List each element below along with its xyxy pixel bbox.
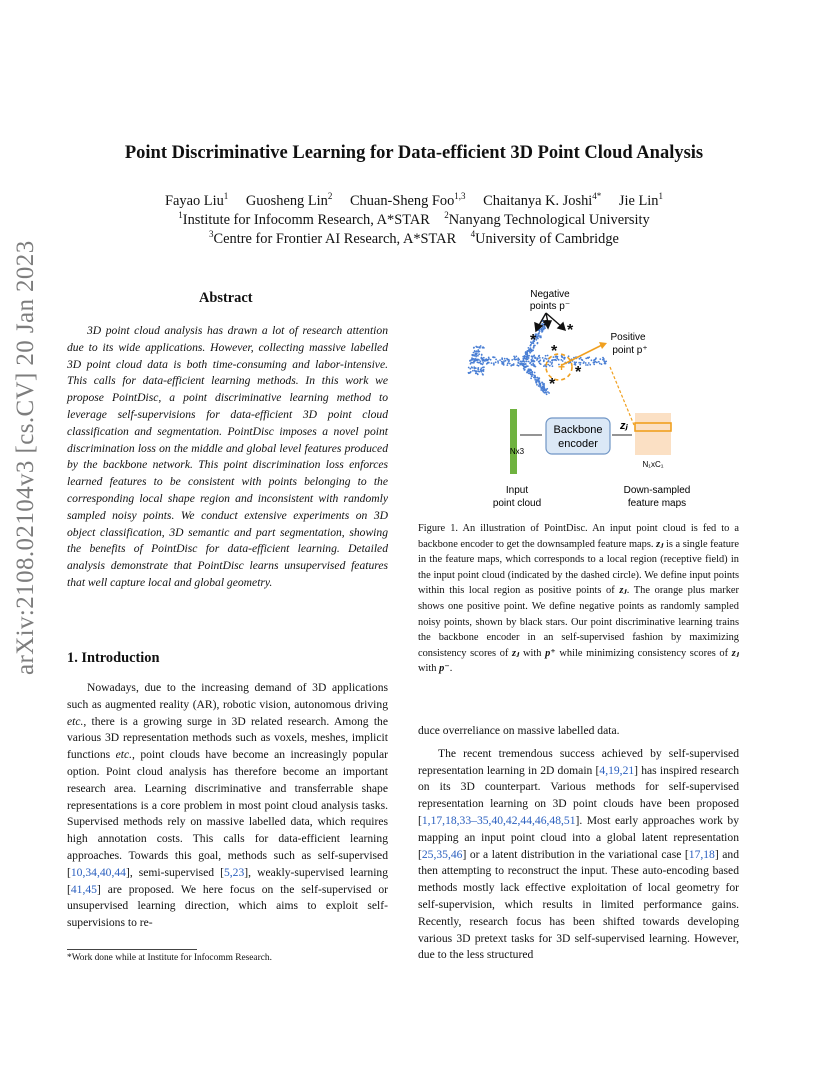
cloud-point — [469, 360, 471, 362]
cloud-point — [477, 361, 479, 363]
cloud-point — [508, 359, 510, 361]
cloud-point — [503, 362, 505, 364]
cloud-point — [529, 369, 531, 371]
cloud-point — [537, 377, 539, 379]
cloud-point — [510, 365, 512, 367]
negative-label: Negative — [530, 289, 570, 300]
cloud-point — [474, 350, 476, 352]
cloud-point — [526, 355, 528, 357]
cloud-point — [497, 360, 499, 362]
footnote: *Work done while at Institute for Infocomm Research. — [67, 953, 272, 963]
author: Guosheng Lin$^2$ — [245, 191, 333, 209]
cloud-point — [478, 351, 480, 353]
cloud-point — [531, 375, 533, 377]
cloud-point — [540, 363, 542, 365]
cloud-point — [522, 361, 524, 363]
cloud-point — [552, 365, 554, 367]
negative-points-label: points p⁻ — [529, 301, 571, 312]
negative-star: * — [543, 318, 550, 335]
cloud-point — [493, 356, 495, 358]
cloud-point — [534, 360, 536, 362]
cloud-point — [524, 363, 526, 365]
cloud-point — [601, 363, 603, 365]
figure-1 — [462, 283, 712, 513]
cloud-point — [587, 357, 589, 359]
cloud-point — [516, 359, 518, 361]
cloud-point — [549, 361, 551, 363]
cloud-point — [508, 361, 510, 363]
cloud-point — [526, 357, 528, 359]
cloud-point — [583, 362, 585, 364]
cloud-point — [528, 355, 530, 357]
cloud-point — [481, 354, 483, 356]
cloud-point — [526, 351, 528, 353]
cloud-point — [476, 370, 478, 372]
cloud-point — [542, 357, 544, 359]
cloud-point — [531, 356, 533, 358]
cloud-point — [468, 367, 470, 369]
cloud-point — [605, 363, 607, 365]
cloud-point — [549, 365, 551, 367]
negative-star: * — [567, 322, 574, 339]
cloud-point — [529, 352, 531, 354]
cloud-point — [524, 369, 526, 371]
cloud-point — [544, 358, 546, 360]
n1c1-label: N₁xC₁ — [642, 460, 664, 469]
right-column-text — [418, 723, 739, 964]
cloud-point — [475, 356, 477, 358]
cloud-point — [479, 362, 481, 364]
cloud-point — [473, 362, 475, 364]
cloud-point — [526, 361, 528, 363]
cloud-point — [533, 355, 535, 357]
cloud-point — [524, 355, 526, 357]
negative-star: * — [551, 343, 558, 360]
cloud-point — [529, 362, 531, 364]
affiliation-line: $^1$Institute for Infocomm Research, A*STAR $^2$Nanyang Technological University — [178, 210, 650, 228]
cloud-point — [509, 363, 511, 365]
cloud-point — [479, 346, 481, 348]
cloud-point — [524, 366, 526, 368]
cloud-point — [547, 355, 549, 357]
cloud-point — [490, 359, 492, 361]
cloud-point — [537, 358, 539, 360]
cloud-point — [538, 333, 540, 335]
cloud-point — [482, 362, 484, 364]
downsampled-label: Down-sampled — [623, 485, 691, 496]
cloud-point — [530, 370, 532, 372]
negative-star: * — [575, 364, 582, 381]
cloud-point — [480, 367, 482, 369]
cloud-point — [539, 361, 541, 363]
cloud-point — [539, 336, 541, 338]
cloud-point — [531, 371, 533, 373]
cloud-point — [474, 367, 476, 369]
citation-link[interactable]: 4,19,21 — [599, 763, 635, 777]
plus-marker: + — [558, 360, 566, 374]
cloud-point — [497, 362, 499, 364]
cloud-point — [534, 364, 536, 366]
cloud-point — [528, 349, 530, 351]
cloud-point — [536, 384, 538, 386]
cloud-point — [473, 352, 475, 354]
cloud-point — [545, 366, 547, 368]
citation-link[interactable]: 10,34,40,44 — [70, 865, 126, 879]
cloud-point — [539, 380, 541, 382]
cloud-point — [499, 359, 501, 361]
cloud-point — [533, 377, 535, 379]
cloud-point — [551, 360, 553, 362]
cloud-point — [605, 361, 607, 363]
cloud-point — [471, 367, 473, 369]
cloud-point — [503, 364, 505, 366]
cloud-point — [488, 362, 490, 364]
cloud-point — [476, 372, 478, 374]
affiliation-line: $^3$Centre for Frontier AI Research, A*STAR $^4$University of Cambridge — [209, 229, 619, 247]
cloud-point — [602, 359, 604, 361]
cloud-point — [534, 379, 536, 381]
cloud-point — [513, 364, 515, 366]
cloud-point — [581, 359, 583, 361]
cloud-point — [539, 357, 541, 359]
cloud-point — [541, 387, 543, 389]
cloud-point — [478, 353, 480, 355]
cloud-point — [591, 359, 593, 361]
cloud-point — [474, 360, 476, 362]
cloud-point — [477, 355, 479, 357]
cloud-point — [596, 362, 598, 364]
cloud-point — [477, 349, 479, 351]
footnote-rule — [67, 949, 197, 950]
cloud-point — [476, 346, 478, 348]
cloud-point — [528, 371, 530, 373]
cloud-point — [536, 335, 538, 337]
cloud-point — [540, 383, 542, 385]
cloud-point — [531, 361, 533, 363]
cloud-point — [595, 357, 597, 359]
negative-arrows — [535, 313, 565, 331]
cloud-point — [602, 357, 604, 359]
cloud-point — [545, 390, 547, 392]
cloud-point — [481, 369, 483, 371]
cloud-point — [537, 338, 539, 340]
author: Fayao Liu$^1$ — [165, 191, 229, 209]
input-bar — [510, 409, 517, 474]
cloud-point — [538, 355, 540, 357]
cloud-point — [473, 347, 475, 349]
cloud-point — [543, 388, 545, 390]
cloud-point — [471, 357, 473, 359]
author-names — [0, 192, 828, 211]
cloud-point — [488, 357, 490, 359]
cloud-point — [472, 370, 474, 372]
cloud-point — [472, 355, 474, 357]
citation-link[interactable]: 17,18 — [688, 847, 715, 861]
cloud-point — [469, 372, 471, 374]
cloud-point — [587, 364, 589, 366]
figure-caption: Figure 1. An illustration of PointDisc. An input point cloud is fed to a backbone encoder to get the downsampled feature maps. zⱼ is a single feature in the feature maps, which corresponds to a local region (receptive field) in the input point cloud (indicated by the dashed circle). We define input points within this local region as positive points of zⱼ. The orange plus marker shows one positive point. We define negative points as randomly sampled noisy points, shown by black stars. Our point discriminative learning trains the backbone encoder in an self-supervised fashion by maximizing consistency scores of zⱼ with p⁺ while minimizing consistency scores of zⱼ with p⁻. — [418, 523, 740, 675]
cloud-point — [518, 365, 520, 367]
citation-link[interactable]: 5,23 — [223, 865, 245, 879]
positive-label: Positive — [610, 332, 646, 343]
cloud-point — [593, 361, 595, 363]
cloud-point — [506, 364, 508, 366]
cloud-point — [531, 359, 533, 361]
backbone-label: Backbone — [553, 424, 603, 436]
citation-link[interactable]: 1,17,18,33–35,40,42,44,46,48,51 — [421, 813, 576, 827]
cloud-point — [475, 353, 477, 355]
cloud-point — [482, 373, 484, 375]
author-block — [0, 192, 828, 249]
cloud-point — [483, 359, 485, 361]
cloud-point — [501, 357, 503, 359]
author: Jie Lin$^1$ — [618, 191, 663, 209]
cloud-point — [470, 363, 472, 365]
abstract-heading: Abstract — [199, 290, 253, 306]
cloud-point — [481, 357, 483, 359]
intro-paragraph: Nowadays, due to the increasing demand of 3D applications such as augmented reality (AR), robotic vision, autonomous driving etc., there is a growing surge in 3D related research. Among the various 3D representation methods such as voxels, meshes, implicit functions etc., point clouds have become an increasingly popular option. Point cloud analysis has therefore become an important research area. Learning discriminative and transferrable shape representations is a core problem in most point cloud analysis tasks. Supervised methods rely on massive labelled data, which requires high annotation costs. This calls for data-efficient learning approaches. Towards this goal, methods such as self-supervised [10,34,40,44], semi-supervised [5,23], weakly-supervised learning [41,45] are proposed. We here focus on the self-supervised or unsupervised learning direction, which aims to exploit self-supervisions to re- — [67, 681, 389, 930]
cloud-point — [520, 364, 522, 366]
cloud-point — [534, 375, 536, 377]
zj-link — [610, 367, 634, 425]
cloud-point — [551, 363, 553, 365]
input-label: Input — [505, 485, 529, 496]
cloud-point — [542, 390, 544, 392]
cloud-point — [495, 359, 497, 361]
cloud-point — [585, 362, 587, 364]
cloud-point — [513, 358, 515, 360]
cloud-point — [543, 365, 545, 367]
cloud-point — [477, 368, 479, 370]
arxiv-stamp: arXiv:2108.02104v3 [cs.CV] 20 Jan 2023 — [12, 240, 39, 675]
cloud-point — [537, 342, 539, 344]
cloud-point — [530, 374, 532, 376]
cloud-point — [528, 361, 530, 363]
author: Chuan-Sheng Foo$^{1,3}$ — [349, 191, 466, 209]
cloud-point — [536, 382, 538, 384]
cloud-point — [543, 383, 545, 385]
cloud-point — [545, 392, 547, 394]
cloud-point — [476, 350, 478, 352]
nx3-label: Nx3 — [509, 447, 525, 456]
cloud-point — [540, 384, 542, 386]
cloud-point — [546, 393, 548, 395]
paper-title: Point Discriminative Learning for Data-efficient 3D Point Cloud Analysis — [124, 143, 704, 163]
cloud-point — [520, 361, 522, 363]
cloud-point — [493, 362, 495, 364]
cloud-point — [541, 382, 543, 384]
zj-label: zⱼ — [620, 420, 628, 432]
feature-maps-label: feature maps — [627, 498, 687, 509]
section-heading: 1. Introduction — [67, 650, 160, 666]
cloud-point — [535, 377, 537, 379]
cloud-point — [543, 360, 545, 362]
cloud-point — [515, 356, 517, 358]
cloud-point — [530, 377, 532, 379]
positive-point-label: point p⁺ — [612, 345, 648, 356]
cloud-point — [483, 357, 485, 359]
cloud-point — [504, 358, 506, 360]
author: Chaitanya K. Joshi$^{4*}$ — [483, 191, 602, 209]
citation-link[interactable]: 25,35,46 — [421, 847, 463, 861]
cloud-point — [482, 346, 484, 348]
related-work-paragraph: The recent tremendous success achieved by self-supervised representation learning in 2D domain [4,19,21] has inspired research on its 3D counterpart. Various methods for self-supervised representation learning on 3D point clouds have been proposed [1,17,18,33–35,40,42,44,46,48,51]. Most early approaches work by mapping an input point cloud into a global latent representation [25,35,46] or a latent distribution in the variational case [17,18] and then attempting to reconstruct the input. These auto-encoding based methods mostly lack effective exploitation of local geometry for self-supervision, which results in limited performance gains. Recently, research focus has been shifted towards developing various 3D pretext tasks for 3D self-supervised learning. However, due to the less structured — [418, 746, 740, 962]
cloud-point — [475, 358, 477, 360]
cloud-point — [505, 360, 507, 362]
cloud-point — [501, 361, 503, 363]
cloud-point — [545, 355, 547, 357]
cloud-point — [507, 363, 509, 365]
cloud-point — [511, 359, 513, 361]
cloud-point — [469, 368, 471, 370]
cloud-point — [517, 362, 519, 364]
abstract-text: 3D point cloud analysis has drawn a lot of research attention due to its wide applications. However, collecting massive labelled 3D point cloud data is both time-consuming and labor-intensive. This calls for data-efficient learning methods. In this work we propose PointDisc, a point discriminative learning method to leverage self-supervisions for data-efficient 3D point cloud classification and segmentation. PointDisc imposes a novel point discrimination loss on the middle and global level features produced by the backbone network. This point discrimination loss enforces learned features to be consistent with points belonging to the corresponding local shape region and inconsistent with randomly sampled noisy points. We conduct extensive experiments on 3D object classification, 3D semantic and part segmentation, showing the benefits of PointDisc for data-efficient learning. Detailed analysis demonstrate that PointDisc learns unsupervised features that well capture local and global geometry. — [67, 324, 388, 589]
negative-star: * — [549, 376, 556, 393]
cloud-point — [585, 364, 587, 366]
cloud-point — [531, 364, 533, 366]
cloud-point — [495, 361, 497, 363]
cloud-point — [599, 363, 601, 365]
cloud-point — [517, 357, 519, 359]
cloud-point — [561, 355, 563, 357]
feature-map — [635, 413, 671, 455]
cloud-point — [478, 370, 480, 372]
cloud-point — [547, 364, 549, 366]
point-cloud-label: point cloud — [492, 498, 542, 509]
cloud-point — [534, 357, 536, 359]
cloud-point — [526, 372, 528, 374]
citation-link[interactable]: 41,45 — [70, 882, 97, 896]
cloud-point — [538, 379, 540, 381]
cloud-point — [534, 372, 536, 374]
cloud-point — [536, 333, 538, 335]
cloud-point — [543, 385, 545, 387]
encoder-label: encoder — [558, 438, 598, 450]
cloud-point — [491, 362, 493, 364]
cloud-point — [589, 364, 591, 366]
cloud-point — [593, 364, 595, 366]
cloud-point — [594, 359, 596, 361]
cloud-point — [487, 359, 489, 361]
cloud-point — [532, 357, 534, 359]
negative-star: * — [530, 332, 537, 349]
cloud-point — [599, 358, 601, 360]
cloud-point — [537, 380, 539, 382]
cloud-point — [579, 358, 581, 360]
cloud-point — [588, 362, 590, 364]
paragraph-continuation: duce overreliance on massive labelled data. — [418, 724, 620, 737]
cloud-point — [598, 361, 600, 363]
